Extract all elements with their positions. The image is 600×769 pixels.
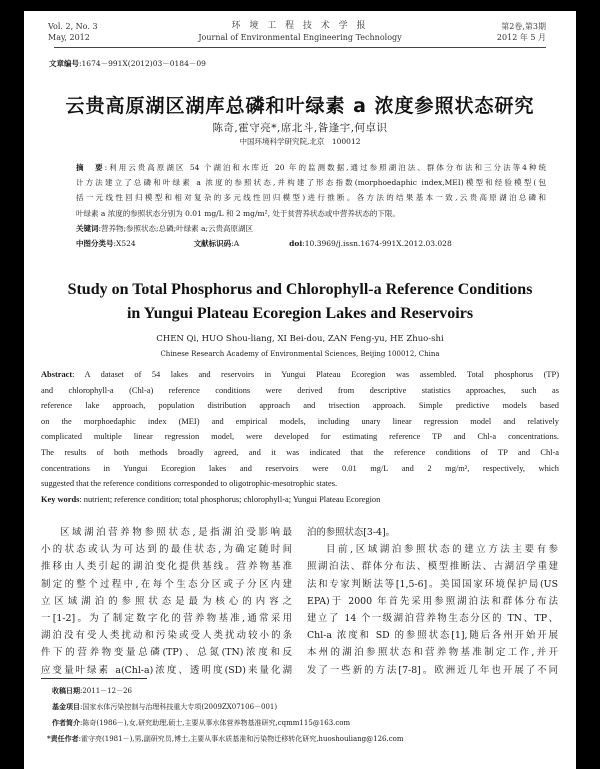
abstract-en: [41, 367, 559, 507]
footnote-label: 基金项目: [52, 702, 80, 711]
doi-value[interactable]: :10.3969/j.issn.1674-991X.2012.03.028: [302, 239, 452, 249]
issue-date-en: May, 2012: [48, 33, 90, 42]
abstract-en-line: suggested that the reference conditions corresponded to oligotrophic-mesotrophic states.: [41, 479, 338, 489]
body-line: 泊的参照状态[3-4]。: [307, 527, 396, 538]
article-number: [49, 58, 206, 69]
abstract-en-line: : A dataset of 54 lakes and reservoirs in Yungui Plateau Ecoregion was assembled. Total phosphorus (TP): [72, 370, 559, 379]
abstract-cn-line: 括一元线性回归模型和相对复杂的多元线性回归模型)进行推断。各方法的结果基本一致,云贵高原湖泊总磷和: [76, 193, 546, 203]
abstract-cn-line: 叶绿素 a 浓度的参照状态分别为 0.01 mg/L 和 2 mg/m², 处于贫营养状态或中营养状态的下限。: [76, 208, 400, 218]
keywords-en-label: Key words: [41, 494, 80, 504]
keywords-en: [41, 492, 559, 508]
footnote-text: :国家水体污染控制与治理科技重大专项(2009ZX07106－001): [80, 703, 278, 711]
classification-row: [76, 236, 546, 251]
journal-name: [24, 21, 576, 43]
keywords-cn: [76, 221, 546, 236]
header-divider: [54, 47, 546, 48]
volume-issue-cn: [497, 21, 546, 43]
body-line: EPA)于 2000 年首先采用参照湖泊法和群体分布法: [307, 595, 558, 607]
abstract-en-label: Abstract: [41, 370, 73, 379]
footnote-text: :霍守亮(1981－),男,副研究员,博士,主要从事水质基准和污染物迁移转化研究,huoshouliang@126.com: [78, 735, 404, 743]
body-line: 本州的湖泊参照状态和营养物基准制定工作,并开: [307, 647, 558, 659]
abstract-en-line: concentrations in Yungui Ecoregion lakes and reservoirs were 0.01 mg/L and 2 mg/m², respectively, which: [41, 463, 559, 473]
abstract-en-line: complicated multiple linear regression model, were developed for estimating reference TP and Chl-a concentrations.: [41, 432, 559, 442]
abstract-cn-line: 计方法建立了总磷和叶绿素 a 浓度的参照状态,并构建了形态指数(morphoedaphic index,MEI)模型和经验模型(包: [76, 178, 546, 188]
abstract-en-line: The results of both methods broadly agreed, and it was indicated that the reference conditions of TP and Chl-a: [41, 447, 559, 457]
clc-value: :X524: [113, 239, 136, 249]
footnote-label: *责任作者: [47, 734, 79, 743]
article-number-value: :1674－991X(2012)03－0184－09: [79, 59, 206, 68]
body-line: 湖泊没有受人类扰动和污染或受人类扰动较小的条: [41, 630, 292, 642]
body-line: 小的状态或认为可达到的最佳状态,为确定随时间: [41, 544, 292, 556]
body-line: 法和专家判断法等[1,5-6]。美国国家环境保护局(US: [307, 578, 558, 590]
paper-page: [24, 11, 576, 769]
body-line: 一[1-2]。为了制定数字化的营养物基准,通常采用: [41, 613, 292, 625]
issue-date-cn: 2012 年 5 月: [496, 33, 546, 42]
journal-name-cn: 环 境 工 程 技 术 学 报: [231, 21, 369, 31]
footnote-label: 作者简介: [52, 718, 80, 727]
keywords-cn-label: 关键词: [76, 223, 99, 233]
body-line: 制定的整个过程中,在每个生态分区或子分区内建: [41, 578, 292, 590]
body-line: 件下的营养物变量总磷(TP)、总氮(TN)浓度和反: [41, 647, 292, 659]
volume-number: Vol. 2, No. 3: [48, 22, 98, 31]
body-line: 建立了 14 个一级湖泊营养物生态分区的 TN、TP、: [307, 613, 558, 625]
affiliation-en: Chinese Research Academy of Environmental Sciences, Beijing 100012, China: [160, 350, 440, 358]
title-en-line-1: Study on Total Phosphorus and Chlorophyll-a Reference Conditions: [67, 281, 533, 298]
footnote-corresponding-author: [47, 731, 403, 747]
article-number-label: 文章编号: [49, 59, 79, 68]
keywords-en-value: : nutrient; reference condition; total phosphorus; chlorophyll-a; Yungui Plateau Ecoregion: [79, 494, 381, 504]
body-line: 发了一些新的方法[7-8]。欧洲近几年也开展了不同: [307, 664, 558, 676]
footnote-funding: [52, 699, 403, 715]
title-en-line-2: in Yungui Plateau Ecoregion Lakes and Reservoirs: [126, 305, 474, 322]
journal-name-en: Journal of Environmental Engineering Technology: [198, 33, 402, 42]
footnotes: [47, 683, 404, 747]
body-column-right: [307, 524, 558, 679]
body-column-left: [41, 524, 292, 679]
title-en: [24, 278, 576, 326]
abstract-cn-label: 摘 要: [76, 163, 105, 172]
title-cn: 云贵高原湖区湖库总磷和叶绿素 a 浓度参照状态研究: [65, 95, 535, 117]
doi-label: doi: [289, 239, 303, 249]
clc-label: 中图分类号: [76, 239, 114, 249]
footnote-received: [52, 683, 403, 699]
abstract-en-line: and chlorophyll-a (Chl-a) reference conditions were derived from descriptive statistics approaches, such as: [41, 385, 559, 395]
footnote-author-bio: [52, 715, 403, 731]
doc-code-value: :A: [231, 239, 240, 249]
volume-cn: 第2卷,第3期: [501, 22, 546, 31]
keywords-cn-value: :营养物;参照状态;总磷;叶绿素 a;云贵高原湖区: [98, 223, 253, 233]
abstract-en-line: reference lake approach, population distribution approach and trisection approach. Simple predictive models based: [41, 401, 559, 411]
footnote-divider: [41, 678, 147, 679]
abstract-en-line: on the morphoedaphic index (MEI) and empirical models, including unary linear regression model and relatively: [41, 416, 559, 426]
abstract-cn-line: :利用云贵高原湖区 54 个湖泊和水库近 20 年的监测数据,通过参照湖泊法、群体分布法和三分法等4种统: [104, 163, 546, 172]
body-line: 区域湖泊营养物参照状态,是指湖泊受影响最: [60, 527, 292, 538]
body-line: 目前,区域湖泊参照状态的建立方法主要有参: [326, 544, 558, 556]
doc-code-label: 文献标识码: [193, 239, 232, 249]
footnote-text: :陈奇(1986－),女,研究助理,硕士,主要从事水体营养物基准研究,cqmm115@163.com: [80, 719, 351, 727]
body-line: 照湖泊法、群体分布法、模型推断法、古湖沼学重建: [307, 561, 558, 573]
footnote-label: 收稿日期: [52, 686, 80, 695]
abstract-cn: [76, 160, 546, 251]
footnote-text: :2011－12－26: [80, 687, 132, 695]
body-line: 立区域湖泊的参照状态是最为核心的内容之: [41, 595, 292, 607]
authors-en: CHEN Qi, HUO Shou-liang, XI Bei-dou, ZAN Feng-yu, HE Zhuo-shi: [156, 334, 444, 344]
affiliation-cn: 中国环境科学研究院,北京 100012: [239, 137, 361, 146]
authors-cn: 陈奇,霍守亮*,席北斗,昝逢宇,何卓识: [212, 122, 388, 134]
body-line: Chl-a 浓度和 SD 的参照状态[1],随后各州开始开展: [307, 630, 558, 642]
body-line: 应变量叶绿素 a(Chl-a)浓度、透明度(SD)来量化湖: [41, 664, 292, 676]
body-line: 推移由人类引起的湖泊变化提供基线。营养物基准: [41, 561, 292, 573]
